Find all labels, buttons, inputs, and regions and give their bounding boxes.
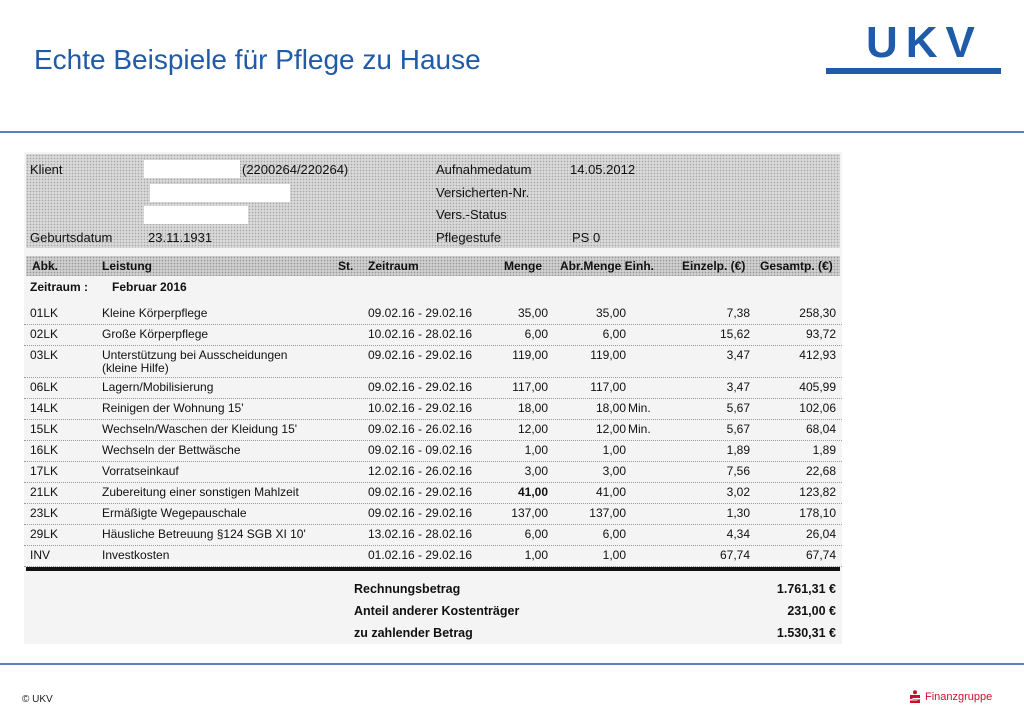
row-unit-price: 3,47 [726, 348, 750, 362]
row-billed-quantity: 6,00 [602, 327, 626, 341]
row-code: 06LK [30, 380, 59, 394]
row-quantity: 6,00 [524, 327, 548, 341]
row-description: Investkosten [102, 548, 170, 562]
row-code: 15LK [30, 422, 59, 436]
table-row [24, 325, 842, 346]
row-total: 26,04 [805, 527, 836, 541]
logo-underline [826, 68, 1001, 74]
row-billed-quantity: 137,00 [589, 506, 626, 520]
patient-info-block [26, 154, 840, 248]
period-label: Zeitraum : [30, 280, 89, 294]
row-total: 258,30 [799, 306, 836, 320]
row-code: 23LK [30, 506, 59, 520]
summary-value: 1.761,31 € [776, 582, 836, 596]
ukv-logo [826, 18, 1001, 74]
row-quantity: 12,00 [517, 422, 548, 436]
row-quantity: 1,00 [524, 443, 548, 457]
row-period: 10.02.16 - 29.02.16 [368, 401, 473, 415]
table-row [24, 346, 842, 378]
row-unit-price: 1,89 [726, 443, 750, 457]
row-quantity: 137,00 [511, 506, 548, 520]
summary-label: Anteil anderer Kostenträger [354, 604, 520, 618]
care-level-label: Pflegestufe [436, 230, 502, 245]
row-billed-quantity: 12,00 [595, 422, 626, 436]
table-row [24, 462, 842, 483]
row-code: 21LK [30, 485, 59, 499]
logo-text: UKV [866, 18, 983, 67]
birthdate-label: Geburtsdatum [30, 230, 113, 245]
row-quantity: 18,00 [517, 401, 548, 415]
row-description: Lagern/Mobilisierung [102, 380, 214, 394]
redacted-name [144, 160, 240, 178]
birthdate-value: 23.11.1931 [148, 230, 213, 245]
row-code: 03LK [30, 348, 59, 362]
col-period: Zeitraum [368, 259, 419, 273]
row-total: 1,89 [812, 443, 836, 457]
summary-label: Rechnungsbetrag [354, 582, 461, 596]
row-total: 68,04 [805, 422, 836, 436]
row-billed-quantity: 41,00 [595, 485, 626, 499]
row-unit-price: 1,30 [726, 506, 750, 520]
redacted-address-line-2 [144, 206, 248, 224]
insurance-status-label: Vers.-Status [436, 207, 507, 222]
row-code: 02LK [30, 327, 59, 341]
col-qty: Menge [504, 259, 543, 273]
row-period: 10.02.16 - 28.02.16 [368, 327, 473, 341]
summary-row [24, 602, 842, 624]
row-total: 405,99 [799, 380, 836, 394]
col-service: Leistung [102, 259, 152, 273]
col-code: Abk. [32, 259, 59, 273]
footer-divider [0, 663, 1024, 665]
row-unit-price: 5,67 [726, 401, 750, 415]
row-total: 22,68 [805, 464, 836, 478]
row-period: 09.02.16 - 29.02.16 [368, 485, 473, 499]
row-description: Wechseln der Bettwäsche [102, 443, 241, 457]
col-billed-qty: Abr.Menge Einh. [560, 259, 655, 273]
table-row [24, 378, 842, 399]
row-code: 01LK [30, 306, 59, 320]
row-unit-price: 5,67 [726, 422, 750, 436]
table-row [24, 420, 842, 441]
row-billed-quantity: 1,00 [602, 548, 626, 562]
row-billed-quantity: 18,00 [595, 401, 626, 415]
row-description: Wechseln/Waschen der Kleidung 15' [102, 422, 298, 436]
summary-value: 231,00 € [787, 604, 836, 618]
admission-label: Aufnahmedatum [436, 162, 532, 177]
row-billed-quantity: 3,00 [602, 464, 626, 478]
row-period: 12.02.16 - 26.02.16 [368, 464, 473, 478]
row-unit-price: 67,74 [719, 548, 750, 562]
row-total: 67,74 [805, 548, 836, 562]
row-description: Große Körperpflege [102, 327, 209, 341]
row-unit-price: 7,38 [726, 306, 750, 320]
row-description: Ermäßigte Wegepauschale [102, 506, 247, 520]
header-divider [0, 131, 1024, 133]
brand-name: Finanzgruppe [925, 691, 993, 703]
row-description: Kleine Körperpflege [102, 306, 208, 320]
summary-row [24, 624, 842, 646]
row-period: 09.02.16 - 29.02.16 [368, 348, 473, 362]
row-quantity: 117,00 [512, 380, 548, 394]
row-unit-price: 3,02 [726, 485, 750, 499]
summary-row [24, 580, 842, 602]
row-code: 14LK [30, 401, 59, 415]
row-period: 09.02.16 - 29.02.16 [368, 506, 473, 520]
table-row [24, 504, 842, 525]
admission-date: 14.05.2012 [570, 162, 636, 177]
row-billed-quantity: 119,00 [590, 348, 626, 362]
row-code: 29LK [30, 527, 59, 541]
row-code: 16LK [30, 443, 59, 457]
row-quantity: 1,00 [524, 548, 548, 562]
row-quantity: 35,00 [517, 306, 548, 320]
period-value: Februar 2016 [112, 280, 187, 294]
row-description-line-2: (kleine Hilfe) [102, 361, 169, 375]
row-quantity: 3,00 [524, 464, 548, 478]
col-total: Gesamtp. (€) [760, 259, 833, 273]
finanzgruppe-brand [909, 690, 992, 704]
row-billed-quantity: 1,00 [602, 443, 626, 457]
row-quantity: 119,00 [512, 348, 548, 362]
row-quantity: 6,00 [524, 527, 548, 541]
row-unit-price: 3,47 [726, 380, 750, 394]
row-period: 09.02.16 - 29.02.16 [368, 306, 473, 320]
row-period: 09.02.16 - 26.02.16 [368, 422, 473, 436]
invoice-summary [24, 580, 842, 646]
care-level-value: PS 0 [572, 230, 601, 245]
row-quantity: 41,00 [517, 485, 548, 499]
row-total: 123,82 [799, 485, 836, 499]
row-unit-price: 15,62 [719, 327, 750, 341]
table-row [24, 304, 842, 325]
row-billed-quantity: 6,00 [602, 527, 626, 541]
row-total: 412,93 [799, 348, 836, 362]
slide-title: Echte Beispiele für Pflege zu Hause [34, 44, 481, 75]
row-total: 93,72 [805, 327, 836, 341]
sparkasse-s-icon [909, 690, 921, 704]
klient-id: (2200264/220264) [242, 162, 349, 177]
row-description: Unterstützung bei Ausscheidungen [102, 348, 288, 362]
redacted-address-line-1 [150, 184, 290, 202]
row-total: 178,10 [799, 506, 836, 520]
row-unit-price: 4,34 [726, 527, 750, 541]
summary-label: zu zahlender Betrag [354, 626, 473, 640]
row-billed-quantity: 117,00 [590, 380, 626, 394]
row-period: 01.02.16 - 29.02.16 [368, 548, 473, 562]
row-period: 09.02.16 - 09.02.16 [368, 443, 473, 457]
row-description: Zubereitung einer sonstigen Mahlzeit [102, 485, 299, 499]
table-row [24, 546, 842, 567]
summary-value: 1.530,31 € [776, 626, 836, 640]
row-unit-price: 7,56 [726, 464, 750, 478]
table-row [24, 441, 842, 462]
row-description: Vorratseinkauf [102, 464, 179, 478]
row-code: 17LK [30, 464, 59, 478]
table-row [24, 399, 842, 420]
col-unit-price: Einzelp. (€) [682, 259, 746, 273]
row-total: 102,06 [799, 401, 836, 415]
klient-label: Klient [30, 162, 63, 177]
row-billed-quantity: 35,00 [595, 306, 626, 320]
row-description: Reinigen der Wohnung 15' [102, 401, 244, 415]
table-header [26, 256, 840, 276]
table-row [24, 483, 842, 504]
row-code: INV [30, 548, 51, 562]
col-st: St. [338, 259, 354, 273]
row-unit: Min. [628, 422, 651, 436]
row-period: 13.02.16 - 28.02.16 [368, 527, 473, 541]
table-row [24, 525, 842, 546]
invoice-scan [24, 152, 842, 644]
row-period: 09.02.16 - 29.02.16 [368, 380, 473, 394]
insurance-no-label: Versicherten-Nr. [436, 185, 530, 200]
table-end-rule [26, 567, 840, 571]
row-unit: Min. [628, 401, 651, 415]
row-description: Häusliche Betreuung §124 SGB XI 10' [102, 527, 306, 541]
copyright-text: © UKV [22, 694, 53, 705]
line-items [24, 304, 842, 567]
